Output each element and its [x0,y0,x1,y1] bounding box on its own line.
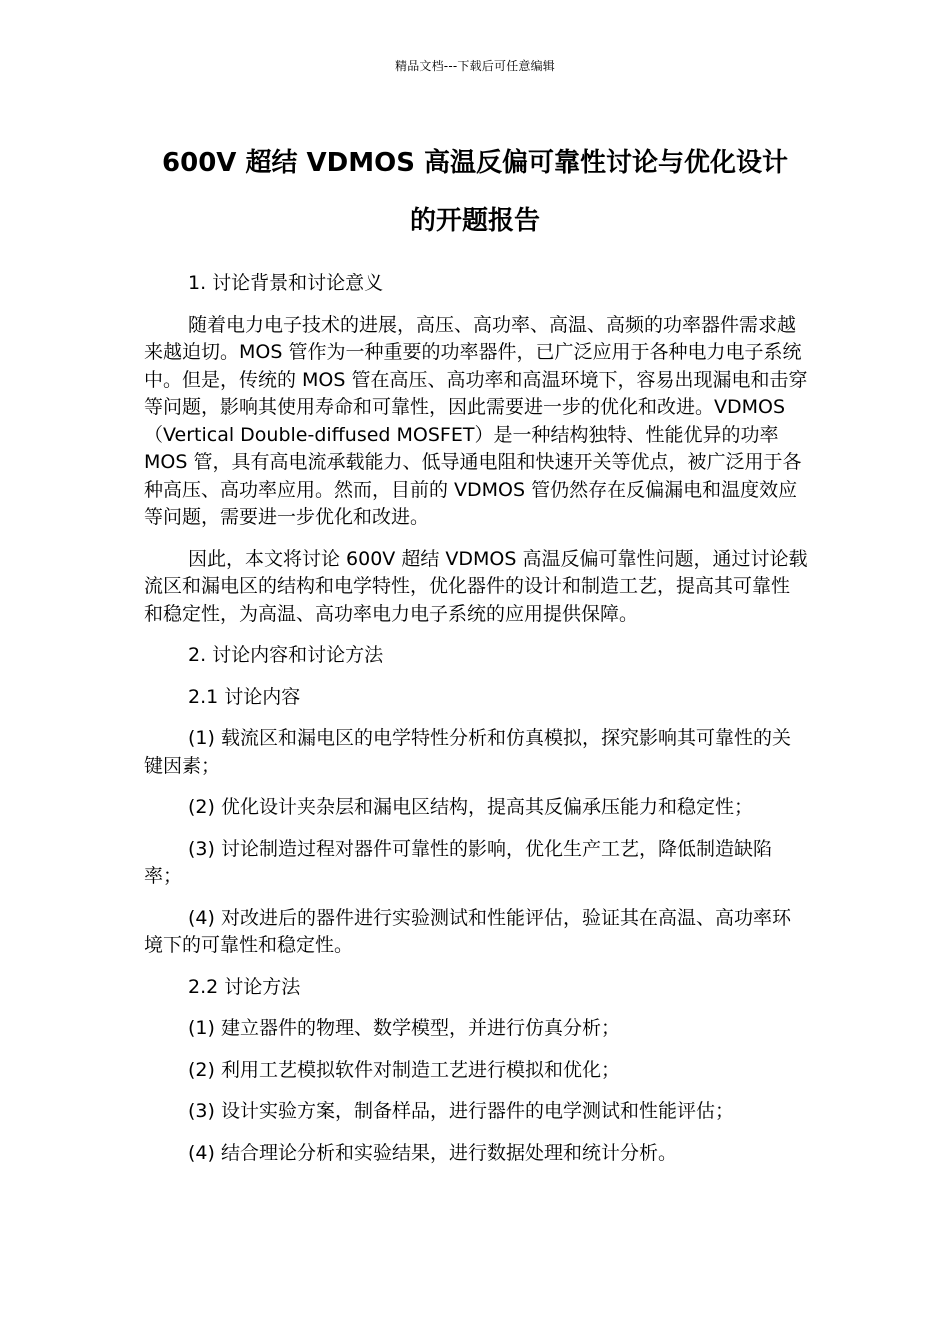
title-line-1: 600V 超结 VDMOS 高温反偏可靠性讨论与优化设计 [162,148,788,178]
section-2-1-heading: 2.1 讨论内容 [188,685,301,708]
background-paragraph-2: 因此，本文将讨论 600V 超结 VDMOS 高温反偏可靠性问题，通过讨论载流区和漏电区的结构和电学特性，优化器件的设计和制造工艺，提高其可靠性和稳定性，为高温、高功率电力电子系统的应用提供保障。 [144,547,808,625]
document-title [0,134,950,250]
document-body [144,270,808,1181]
content-item: (4) 对改进后的器件进行实验测试和性能评估，验证其在高温、高功率环境下的可靠性和稳定性。 [144,906,791,956]
title-line-2: 的开题报告 [409,206,540,236]
content-item: (3) 讨论制造过程对器件可靠性的影响，优化生产工艺，降低制造缺陷率； [144,837,772,887]
section-2-2-heading: 2.2 讨论方法 [188,975,301,998]
method-item: (4) 结合理论分析和实验结果，进行数据处理和统计分析。 [188,1141,677,1164]
background-paragraph-1: 随着电力电子技术的进展，高压、高功率、高温、高频的功率器件需求越来越迫切。MOS 管作为一种重要的功率器件，已广泛应用于各种电力电子系统中。但是，传统的 MOS 管在高压、高功率和高温环境下，容易出现漏电和击穿等问题，影响其使用寿命和可靠性，因此需要进一步的优化和改进。VDMOS（Vertical Double-diffused MOSFET）是一种结构独特、性能优异的功率 MOS 管，具有高电流承载能力、低导通电阻和快速开关等优点，被广泛用于各种高压、高功率应用。然而，目前的 VDMOS 管仍然存在反偏漏电和温度效应等问题，需要进一步优化和改进。 [144,313,808,528]
method-item: (1) 建立器件的物理、数学模型，并进行仿真分析； [188,1017,620,1039]
section-2-heading: 2. 讨论内容和讨论方法 [188,644,384,666]
content-item: (2) 优化设计夹杂层和漏电区结构，提高其反偏承压能力和稳定性； [188,796,753,818]
header-note: 精品文档---下载后可任意编辑 [395,59,555,73]
method-item: (3) 设计实验方案，制备样品，进行器件的电学测试和性能评估； [188,1100,734,1122]
method-item: (2) 利用工艺模拟软件对制造工艺进行模拟和优化； [188,1058,620,1081]
content-item: (1) 载流区和漏电区的电学特性分析和仿真模拟，探究影响其可靠性的关键因素； [144,727,791,777]
section-1-heading: 1. 讨论背景和讨论意义 [188,272,384,294]
